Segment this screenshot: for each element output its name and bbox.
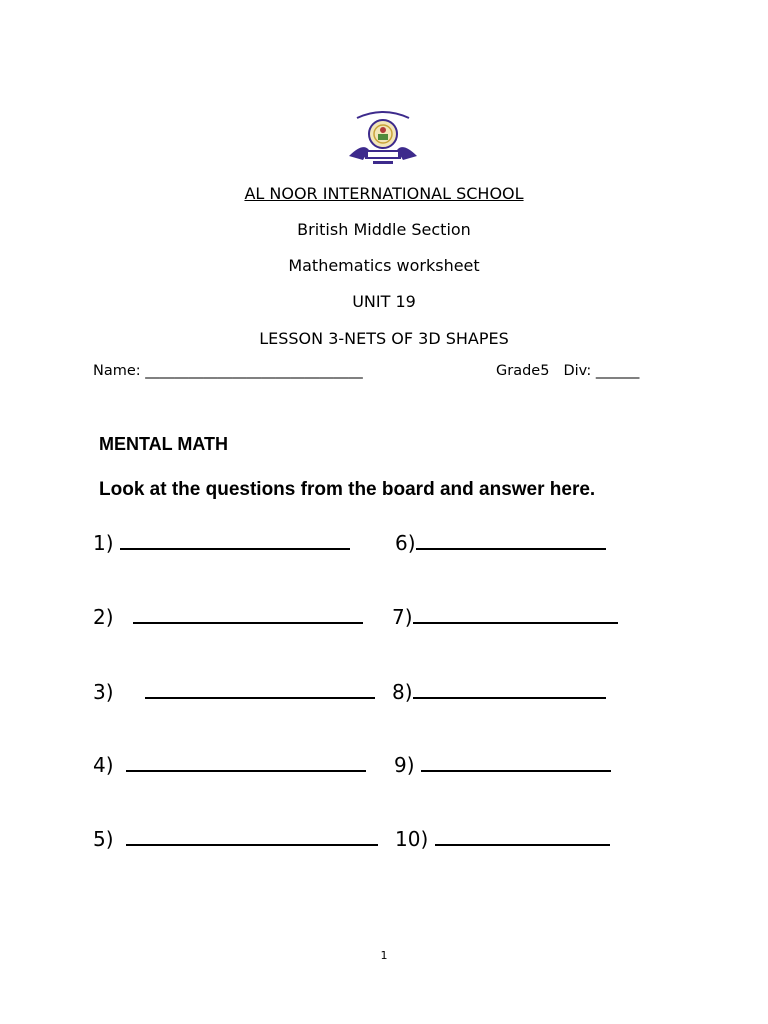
subject-title: Mathematics worksheet xyxy=(288,256,480,275)
answer-item-6[interactable]: 6) xyxy=(395,528,606,555)
unit-title: UNIT 19 xyxy=(352,292,416,311)
answer-item-7[interactable]: 7) xyxy=(392,602,618,629)
section-title: British Middle Section xyxy=(297,220,471,239)
answer-item-1[interactable]: 1) xyxy=(93,528,350,555)
answer-item-8[interactable]: 8) xyxy=(392,677,606,704)
answer-row xyxy=(0,602,768,632)
instruction-text: Look at the questions from the board and answer here. xyxy=(99,479,596,500)
lesson-title: LESSON 3-NETS OF 3D SHAPES xyxy=(259,329,509,348)
school-name: AL NOOR INTERNATIONAL SCHOOL xyxy=(244,184,524,203)
answer-item-4[interactable]: 4) xyxy=(93,750,366,777)
mental-math-heading: MENTAL MATH xyxy=(99,434,228,454)
answer-item-10[interactable]: 10) xyxy=(395,824,610,851)
answer-item-2[interactable]: 2) xyxy=(93,602,363,629)
school-logo xyxy=(343,104,423,168)
student-info-row xyxy=(93,363,693,383)
answer-row xyxy=(0,824,768,854)
page-number: 1 xyxy=(380,949,388,962)
answer-item-9[interactable]: 9) xyxy=(394,750,611,777)
answer-row xyxy=(0,528,768,558)
name-field[interactable]: Name: ______________________________ xyxy=(93,363,363,379)
grade-label: Grade5 xyxy=(496,363,550,379)
div-field[interactable]: Div: ______ xyxy=(563,363,640,379)
answer-row xyxy=(0,750,768,780)
answer-item-3[interactable]: 3) xyxy=(93,677,375,704)
answer-row xyxy=(0,677,768,707)
answer-item-5[interactable]: 5) xyxy=(93,824,378,851)
grade-div-group xyxy=(496,363,639,379)
